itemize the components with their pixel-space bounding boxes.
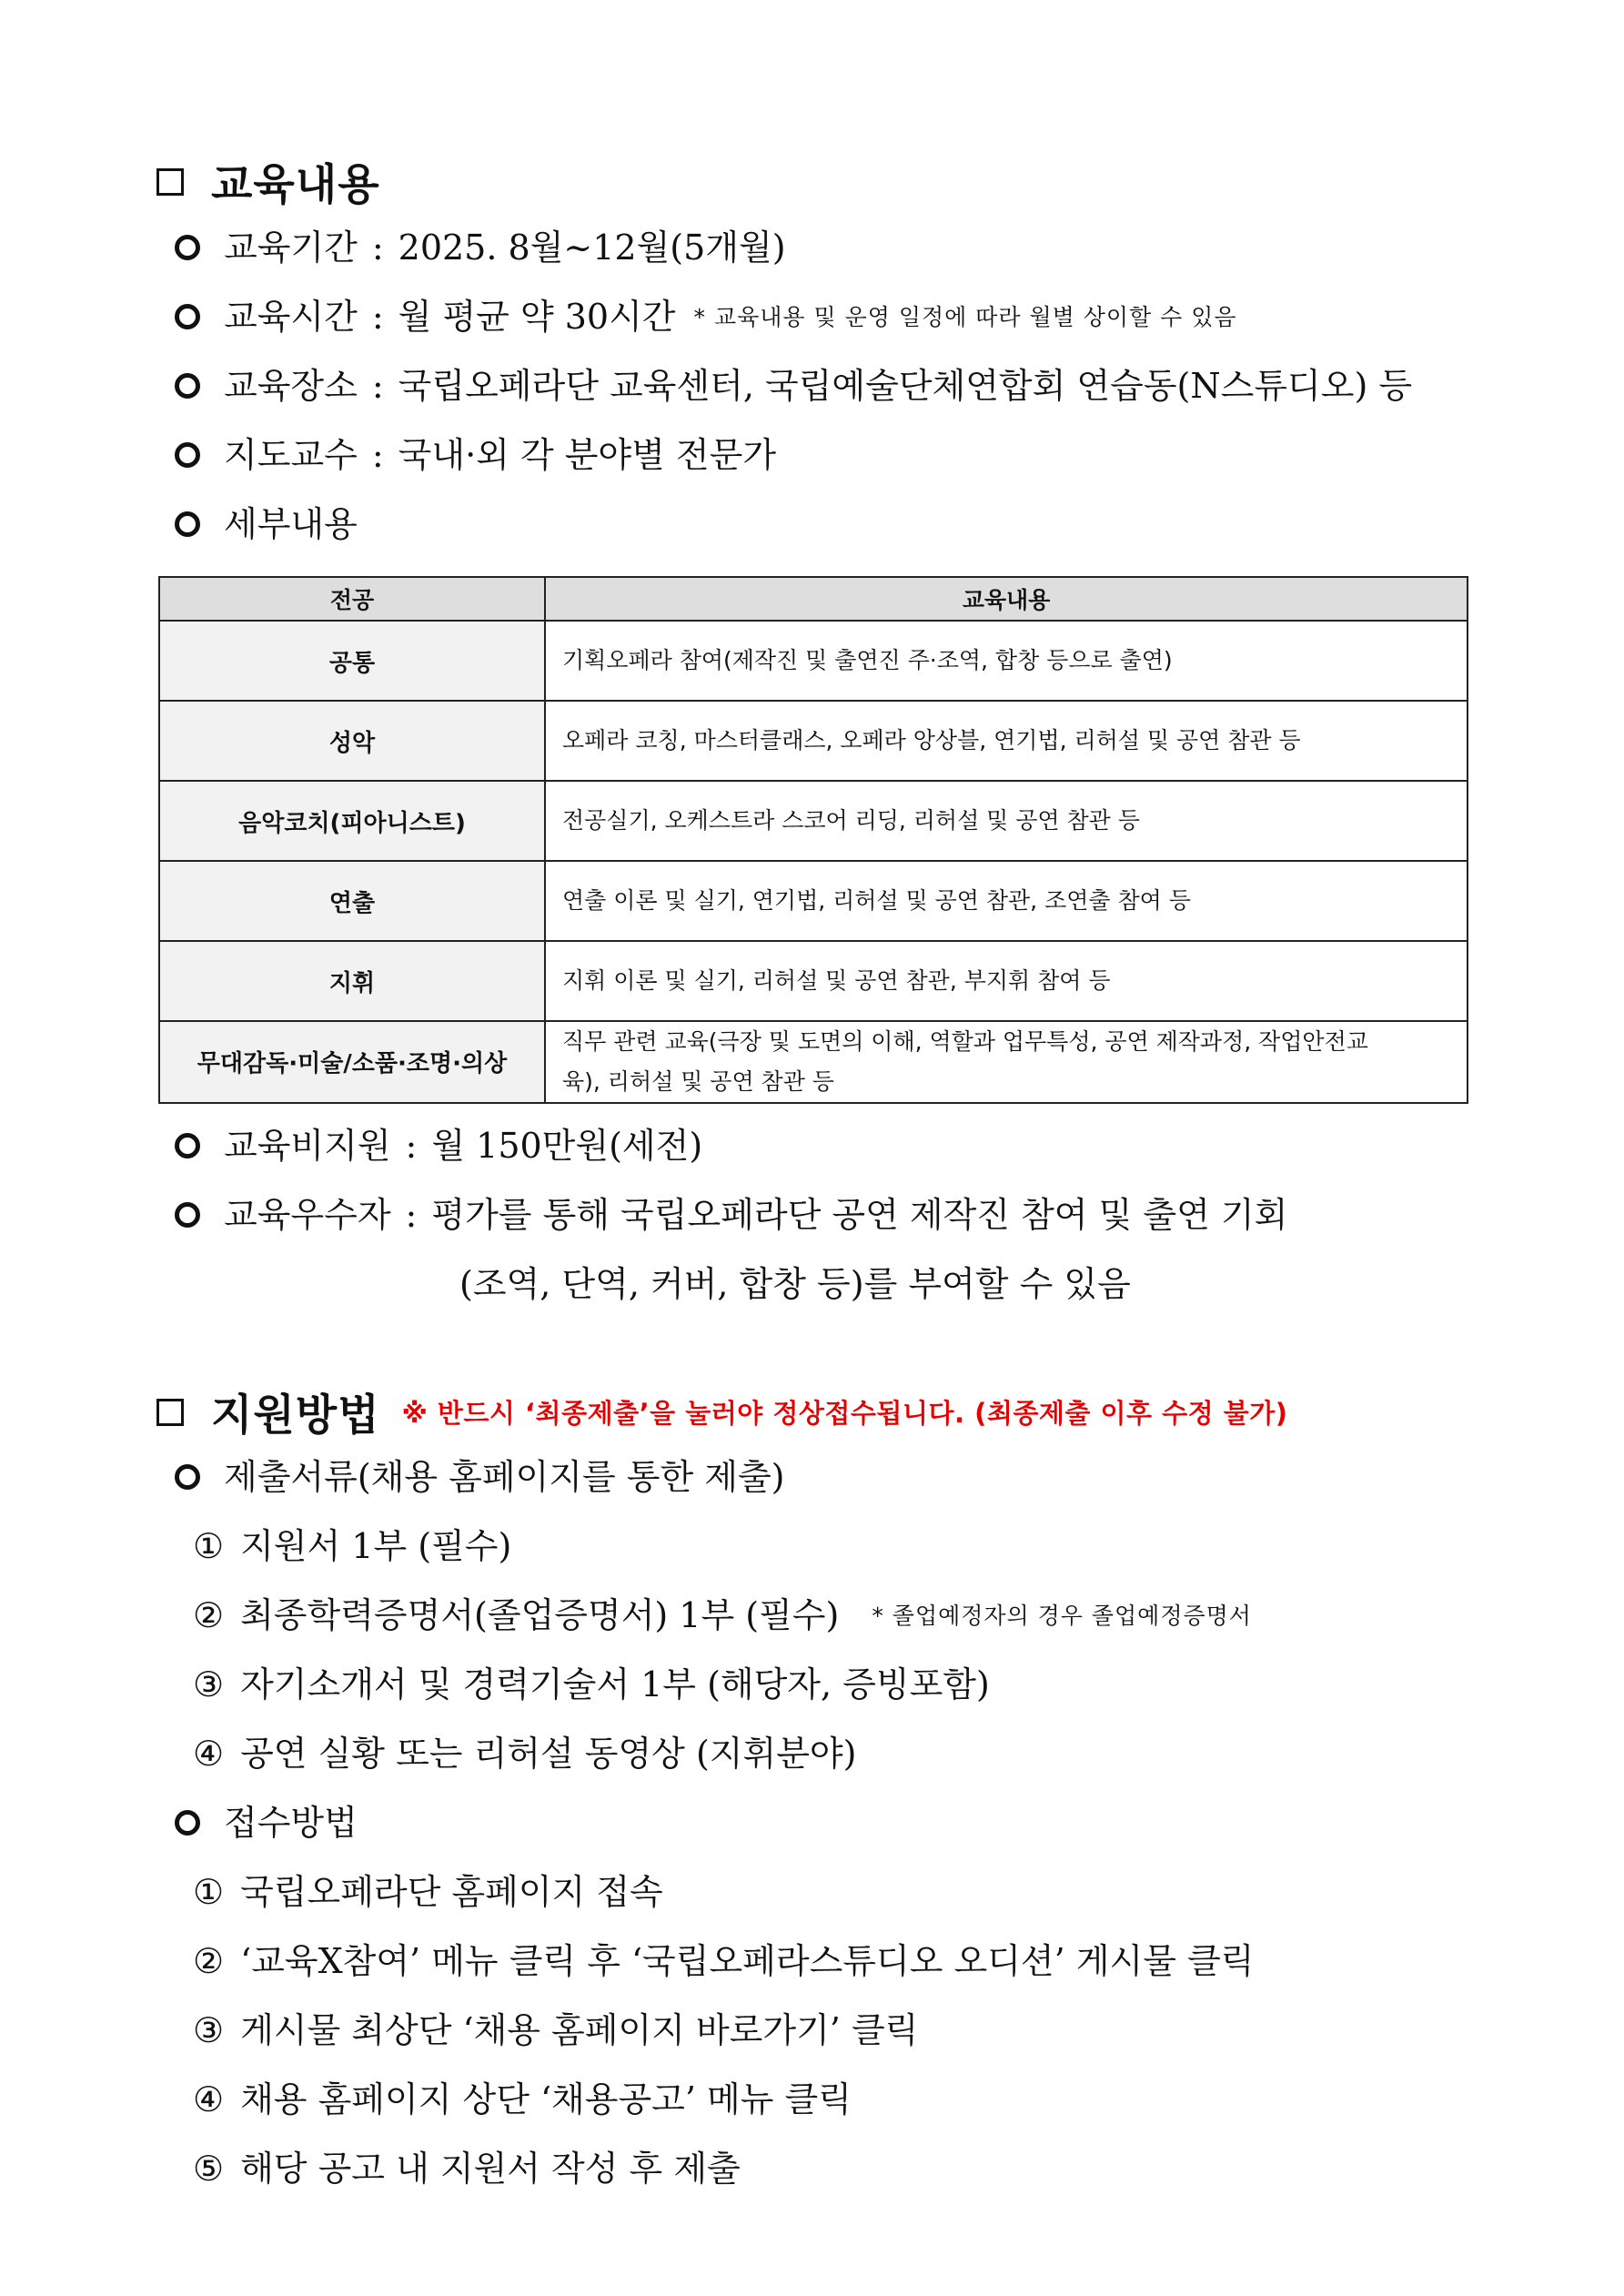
- table-row: [159, 861, 1468, 941]
- table-row: [159, 1021, 1468, 1103]
- circle-bullet-icon: [175, 1810, 200, 1836]
- number-marker: ④: [193, 1734, 225, 1774]
- item-value: 평가를 통해 국립오페라단 공연 제작진 참여 및 출연 기회: [431, 1195, 1288, 1235]
- number-marker: ②: [193, 1941, 225, 1981]
- circle-bullet-icon: [175, 1464, 200, 1490]
- item-label: 교육우수자: [224, 1195, 391, 1235]
- circle-bullet-icon: [175, 304, 200, 329]
- bullet-application-method: [175, 1803, 358, 1843]
- item-value: 월 150만원(세전): [431, 1126, 703, 1166]
- column-header-content: 교육내용: [545, 577, 1468, 621]
- number-marker: ④: [193, 2079, 225, 2119]
- item-label: 교육시간: [224, 297, 358, 337]
- document-item: [193, 1526, 512, 1566]
- content-cell: [545, 1021, 1468, 1103]
- column-header-major: 전공: [159, 577, 545, 621]
- major-cell: 성악: [159, 701, 545, 781]
- bullet-excellent-students: 교육우수자 : 평가를 통해 국립오페라단 공연 제작진 참여 및 출연 기회: [175, 1198, 1287, 1232]
- section-education-heading: [156, 151, 380, 212]
- section-title: 교육내용: [211, 160, 380, 210]
- method-step: [193, 2149, 741, 2189]
- item-text: 해당 공고 내 지원서 작성 후 제출: [240, 2149, 741, 2189]
- curriculum-table: [158, 576, 1468, 1104]
- section-title: 지원방법: [211, 1391, 380, 1441]
- content-line: 육), 리허설 및 공연 참관 등: [562, 1067, 834, 1095]
- item-note: * 졸업예정자의 경우 졸업예정증명서: [872, 1602, 1252, 1629]
- document-item: [193, 1734, 857, 1774]
- item-note: * 교육내용 및 운영 일정에 따라 월별 상이할 수 있음: [693, 303, 1237, 330]
- circle-bullet-icon: [175, 1202, 200, 1228]
- content-cell: 전공실기, 오케스트라 스코어 리딩, 리허설 및 공연 참관 등: [545, 781, 1468, 861]
- bullet-education-period: 교육기간 : 2025. 8월~12월(5개월): [175, 230, 786, 265]
- item-label: 세부내용: [224, 504, 358, 544]
- bullet-documents: [175, 1457, 785, 1497]
- item-text: 채용 홈페이지 상단 ‘채용공고’ 메뉴 클릭: [240, 2079, 852, 2119]
- major-cell: 음악코치(피아니스트): [159, 781, 545, 861]
- table-header-row: [159, 577, 1468, 621]
- item-text: 게시물 최상단 ‘채용 홈페이지 바로가기’ 클릭: [240, 2010, 919, 2050]
- method-step: [193, 1872, 663, 1912]
- item-text: ‘교육X참여’ 메뉴 클릭 후 ‘국립오페라스튜디오 오디션’ 게시물 클릭: [240, 1941, 1255, 1981]
- item-text: 자기소개서 및 경력기술서 1부 (해당자, 증빙포함): [240, 1664, 990, 1704]
- content-line: 직무 관련 교육(극장 및 도면의 이해, 역할과 업무특성, 공연 제작과정, 작업안전교: [562, 1028, 1368, 1055]
- number-marker: ⑤: [193, 2149, 225, 2189]
- item-value: 국립오페라단 교육센터, 국립예술단체연합회 연습동(N스튜디오) 등: [398, 366, 1413, 406]
- item-label: 교육비지원: [224, 1126, 391, 1166]
- item-label: 접수방법: [224, 1803, 358, 1843]
- item-value: 2025. 8월~12월(5개월): [398, 228, 786, 268]
- major-cell: 연출: [159, 861, 545, 941]
- item-label: 제출서류(채용 홈페이지를 통한 제출): [224, 1457, 785, 1497]
- major-cell: 공통: [159, 621, 545, 701]
- circle-bullet-icon: [175, 373, 200, 399]
- bullet-details: [175, 504, 358, 544]
- major-cell: 지휘: [159, 941, 545, 1021]
- item-label: 지도교수: [224, 435, 358, 475]
- checkbox-square-icon: [156, 1399, 184, 1426]
- method-step: [193, 1941, 1255, 1981]
- table-row: [159, 781, 1468, 861]
- content-cell: 기획오페라 참여(제작진 및 출연진 주·조역, 합창 등으로 출연): [545, 621, 1468, 701]
- number-marker: ①: [193, 1526, 225, 1566]
- circle-bullet-icon: [175, 235, 200, 260]
- table-row: [159, 941, 1468, 1021]
- item-text: 공연 실황 또는 리허설 동영상 (지휘분야): [240, 1734, 857, 1774]
- method-step: [193, 2079, 852, 2119]
- number-marker: ①: [193, 1872, 225, 1912]
- item-text: 최종학력증명서(졸업증명서) 1부 (필수): [240, 1595, 840, 1635]
- item-value: 국내·외 각 분야별 전문가: [398, 435, 777, 475]
- content-cell: 오페라 코칭, 마스터클래스, 오페라 앙상블, 연기법, 리허설 및 공연 참관 등: [545, 701, 1468, 781]
- item-label: 교육기간: [224, 228, 358, 268]
- item-value: 월 평균 약 30시간: [398, 297, 676, 337]
- excellent-students-continuation: (조역, 단역, 커버, 합창 등)를 부여할 수 있음: [459, 1264, 1131, 1304]
- circle-bullet-icon: [175, 511, 200, 537]
- bullet-tuition-support: 교육비지원 : 월 150만원(세전): [175, 1128, 702, 1163]
- item-text: 국립오페라단 홈페이지 접속: [240, 1872, 663, 1912]
- table-row: [159, 621, 1468, 701]
- major-cell: 무대감독·미술/소품·조명·의상: [159, 1021, 545, 1103]
- content-cell: 연출 이론 및 실기, 연기법, 리허설 및 공연 참관, 조연출 참여 등: [545, 861, 1468, 941]
- item-label: 교육장소: [224, 366, 358, 406]
- checkbox-square-icon: [156, 168, 184, 196]
- section-application-heading: [156, 1381, 1288, 1442]
- warning-notice: ※ 반드시 ‘최종제출’을 눌러야 정상접수됩니다. (최종제출 이후 수정 불가): [401, 1398, 1288, 1429]
- bullet-education-location: 교육장소 : 국립오페라단 교육센터, 국립예술단체연합회 연습동(N스튜디오) 등: [175, 369, 1412, 403]
- method-step: [193, 2010, 919, 2050]
- content-cell: 지휘 이론 및 실기, 리허설 및 공연 참관, 부지휘 참여 등: [545, 941, 1468, 1021]
- circle-bullet-icon: [175, 442, 200, 468]
- number-marker: ③: [193, 1664, 225, 1704]
- bullet-instructors: 지도교수 : 국내·외 각 분야별 전문가: [175, 438, 776, 472]
- circle-bullet-icon: [175, 1133, 200, 1158]
- number-marker: ③: [193, 2010, 225, 2050]
- number-marker: ②: [193, 1595, 225, 1635]
- bullet-education-hours: 교육시간 : 월 평균 약 30시간 * 교육내용 및 운영 일정에 따라 월별 상이할 수 있음: [175, 299, 1237, 334]
- table-row: [159, 701, 1468, 781]
- document-item: [193, 1664, 990, 1704]
- document-item: [193, 1595, 1252, 1635]
- item-text: 지원서 1부 (필수): [240, 1526, 512, 1566]
